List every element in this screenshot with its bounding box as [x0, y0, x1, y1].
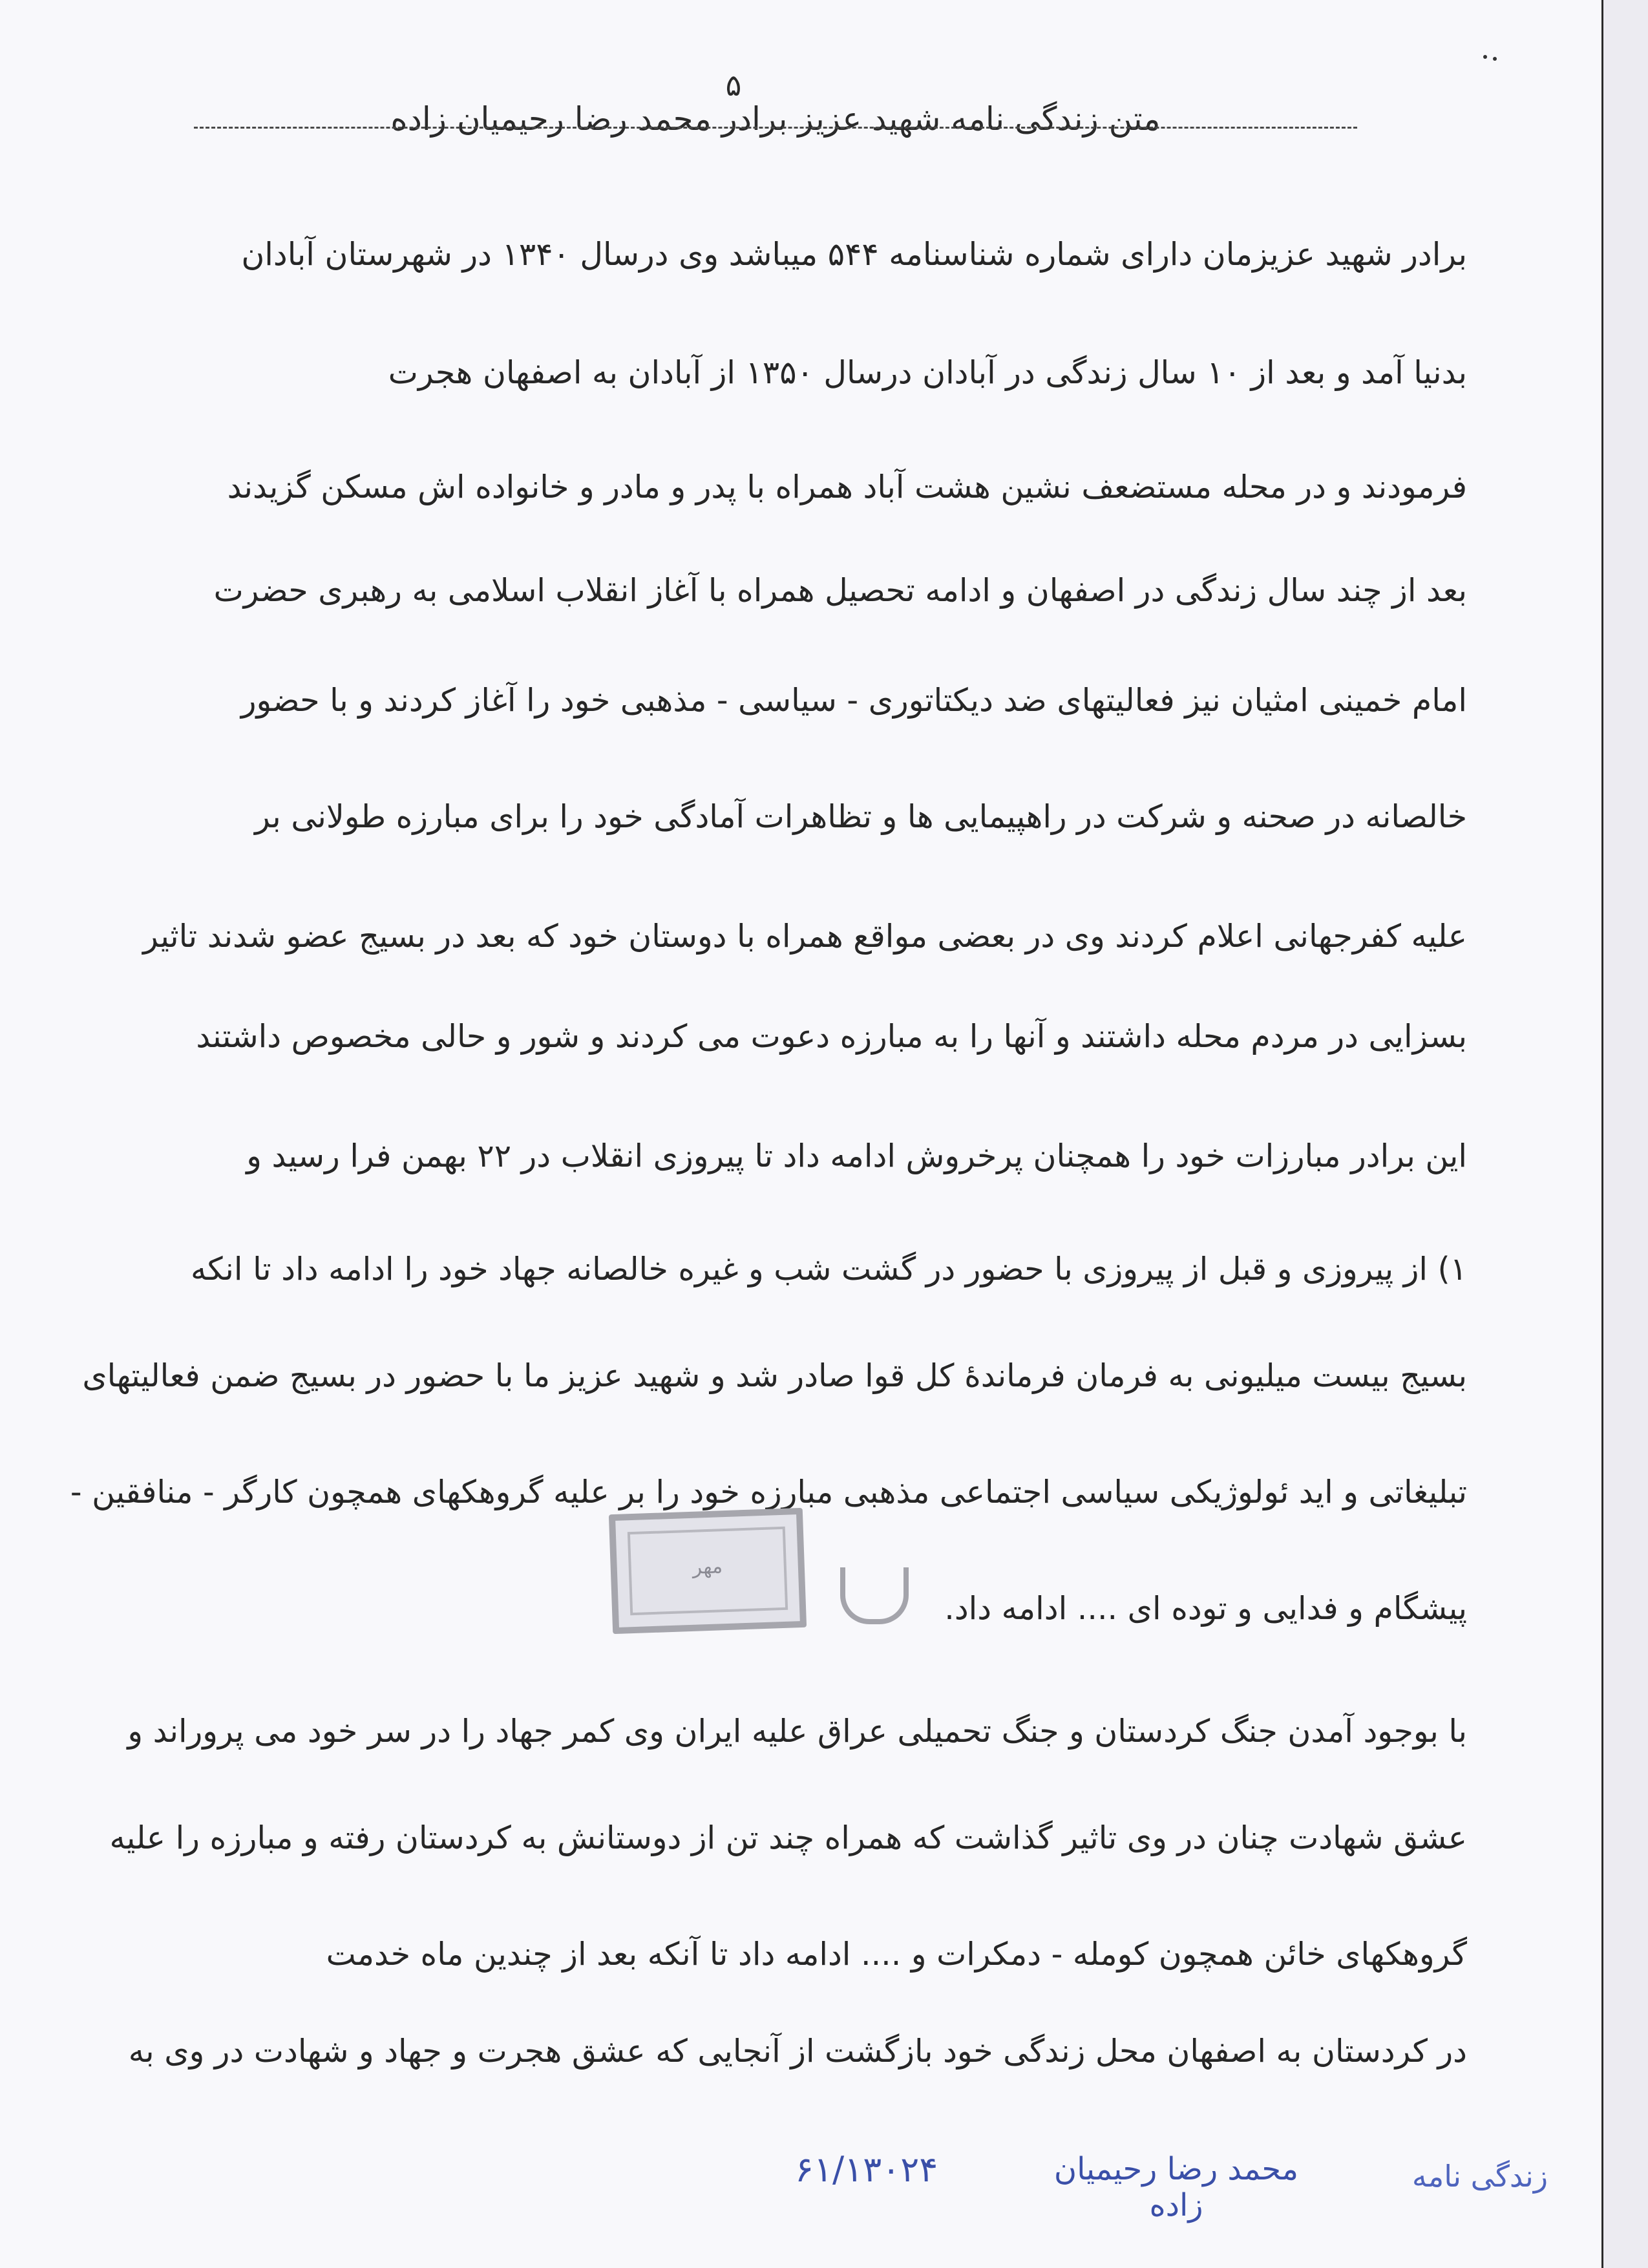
body-line-17: در کردستان به اصفهان محل زندگی خود بازگشت از آنجایی که عشق هجرت و جهاد و شهادت در وی به: [128, 2033, 1467, 2070]
document-title: متن زندگی نامه شهید عزیز برادر محمد رضا رحیمیان زاده: [390, 100, 1161, 138]
body-line-2: بدنیا آمد و بعد از ۱۰ سال زندگی در آبادان درسال ۱۳۵۰ از آبادان به اصفهان هجرت: [388, 354, 1467, 391]
body-line-8: بسزایی در مردم محله داشتند و آنها را به مبارزه دعوت می کردند و شور و حالی مخصوص داشتند: [196, 1018, 1467, 1055]
body-line-4: بعد از چند سال زندگی در اصفهان و ادامه تحصیل همراه با آغاز انقلاب اسلامی به رهبری حضرت: [213, 572, 1467, 609]
footer-label: زندگی نامه: [1411, 2159, 1548, 2194]
page-number: ۵: [725, 68, 742, 103]
body-line-7: علیه کفرجهانی اعلام کردند وی در بعضی مواقع همراه با دوستان خود که بعد در بسیج عضو شدند تاثیر: [143, 918, 1467, 955]
body-line-9: این برادر مبارزات خود را همچنان پرخروش ادامه داد تا پیروزی انقلاب در ۲۲ بهمن فرا رسید و: [246, 1138, 1467, 1174]
footer-name: محمد رضا رحیمیان زاده: [1053, 2151, 1299, 2223]
body-line-3: فرمودند و در محله مستضعف نشین هشت آباد همراه با پدر و مادر و خانواده اش مسکن گزیدند: [227, 469, 1467, 505]
body-line-11: بسیج بیست میلیونی به فرمان فرماندهٔ کل قوا صادر شد و شهید عزیز ما با حضور در بسیج ضمن فعالیتهای: [82, 1357, 1467, 1394]
stamp-text: مهر: [628, 1527, 788, 1615]
body-line-5: امام خمینی امثیان نیز فعالیتهای ضد دیکتاتوری - سیاسی - مذهبی خود را آغاز کردند و با حضور: [240, 682, 1467, 719]
body-line-10: ۱) از پیروزی و قبل از پیروزی با حضور در گشت شب و غیره خالصانه جهاد خود را ادامه داد تا انکه: [190, 1251, 1467, 1288]
body-line-13: پیشگام و فدایی و توده ای .... ادامه داد.: [944, 1590, 1467, 1627]
body-line-6: خالصانه در صحنه و شرکت در راهپیمایی ها و تظاهرات آمادگی خود را برای مبارزه طولانی بر: [255, 798, 1467, 835]
footer-reference-number: ۶۱/۱۳۰۲۴: [795, 2149, 938, 2190]
body-line-16: گروهکهای خائن همچون کومله - دمکرات و .... ادامه داد تا آنکه بعد از چندین ماه خدمت: [326, 1936, 1467, 1973]
body-line-15: عشق شهادت چنان در وی تاثیر گذاشت که همراه چند تن از دوستانش به کردستان رفته و مبارزه را علیه: [109, 1819, 1467, 1856]
stamp-emblem: [840, 1567, 909, 1624]
body-line-1: برادر شهید عزیزمان دارای شماره شناسنامه ۵۴۴ میباشد وی درسال ۱۳۴۰ در شهرستان آبادان: [241, 236, 1467, 273]
body-line-14: با بوجود آمدن جنگ کردستان و جنگ تحمیلی عراق علیه ایران وی کمر جهاد را در سر خود می پروراند و: [127, 1713, 1467, 1750]
official-stamp: [609, 1508, 807, 1634]
body-line-12: تبلیغاتی و اید ئولوژیکی سیاسی اجتماعی مذهبی مبارزه خود را بر علیه گروهکهای همچون کارگر - منافقین -: [70, 1474, 1467, 1510]
